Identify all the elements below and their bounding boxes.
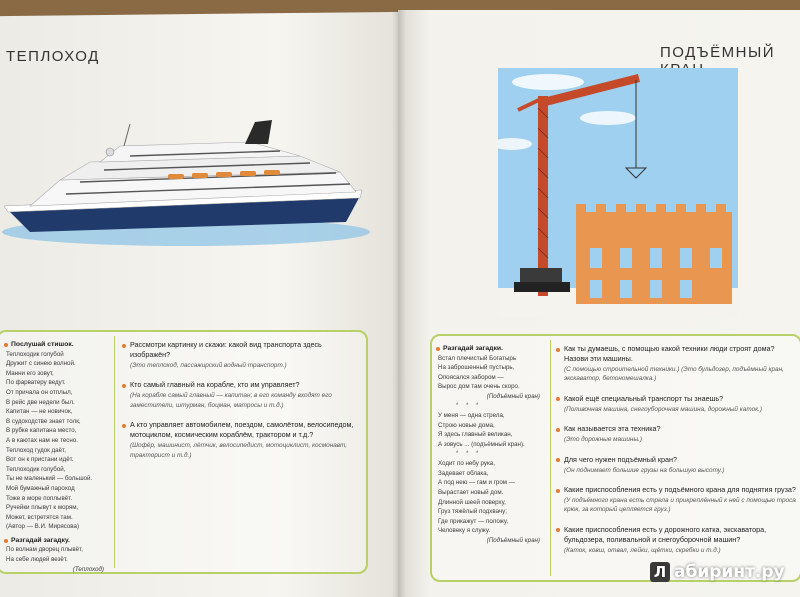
bullet-icon <box>556 428 560 432</box>
labirint-logo-icon: Л <box>650 562 670 582</box>
answer-hint: (Это теплоход, пассажирский водный транспорт.) <box>130 362 287 369</box>
riddle-line: Встал плечистый Богатырь <box>438 354 517 362</box>
question: Какие приспособления есть у подъёмного крана для поднятия груза? <box>556 485 796 495</box>
poem-line: Теплоходик голубой, <box>6 465 66 473</box>
riddle-line: Строю новые дома, <box>438 421 495 429</box>
page-title-ship: ТЕПЛОХОД <box>6 48 100 65</box>
poem-line: В рейс две недели был. <box>6 398 75 406</box>
bullet-icon <box>556 458 560 462</box>
bullet-icon <box>4 343 8 347</box>
ship-illustration <box>0 110 372 250</box>
answer-hint: (С помощью строительной техники.) (Это бульдозер, подъёмный кран, экскаватор, бетономешалка.) <box>564 366 784 383</box>
bullet-icon <box>122 344 126 348</box>
riddle-line: У меня — одна стрела, <box>438 412 505 420</box>
left-panel-divider <box>114 336 115 568</box>
answer-hint: (Он поднимает большие грузы на большую высоту.) <box>564 466 725 474</box>
bullet-icon <box>556 489 560 493</box>
poem-line: По фарватеру ведут. <box>6 379 66 387</box>
question: Какой ещё специальный транспорт ты знаешь? <box>556 394 796 404</box>
riddle-answer: (Подъёмный кран) <box>486 392 540 400</box>
poem-line: Капитан — не новичок, <box>6 408 73 416</box>
answer-hint: (Это дорожные машины.) <box>564 436 643 444</box>
poem-line: Вот он к пристани идёт. <box>6 456 74 464</box>
poem-line: Ты не маленький — большой. <box>6 475 93 483</box>
riddle-line: Задевает облака, <box>438 469 489 477</box>
question: Для чего нужен подъёмный кран? <box>556 455 796 465</box>
bullet-icon <box>4 539 8 543</box>
riddle-line: Где прикажут — положу, <box>438 517 509 525</box>
questions-column-right <box>556 344 796 565</box>
riddle-line: На заброшенный пустырь, <box>438 364 515 372</box>
riddle-line: Ходит по небу рука, <box>438 460 495 468</box>
riddle-line: А зовусь ... (подъёмный кран). <box>438 440 525 448</box>
watermark-text: абиринт.ру <box>674 562 785 582</box>
riddle-line: Вырастает новый дом. <box>438 488 504 496</box>
bullet-icon <box>556 528 560 532</box>
question: Рассмотри картинку и скажи: какой вид транспорта здесь изображён? <box>122 340 362 360</box>
poem-column <box>4 340 110 574</box>
riddle-line: Человеку я служу. <box>438 527 491 535</box>
poem-line: Теплоходик голубой <box>6 350 64 358</box>
riddles-column <box>436 344 546 545</box>
separator-stars: * * * <box>456 402 482 409</box>
riddle-line: Вырос дом там очень скоро. <box>438 383 520 391</box>
riddle-line: На себе людей везёт. <box>6 556 68 564</box>
riddle-answer: (Теплоход) <box>72 565 104 573</box>
book-spine <box>392 10 406 597</box>
bullet-icon <box>556 348 560 352</box>
crane-illustration <box>498 68 738 318</box>
question: А кто управляет автомобилем, поездом, самолётом, велосипедом, мотоциклом, космическим кораблём, трактором и т.д.? <box>122 420 362 440</box>
poem-line: А в каютах нам не тесно. <box>6 436 78 444</box>
riddle-line: Длинной шеей поверху, <box>438 498 506 506</box>
riddle-line: Груз тяжёлый подхвачу; <box>438 508 507 516</box>
riddle-line: Опоясался забором — <box>438 373 504 381</box>
poem-line: В судоходстве знает толк, <box>6 417 81 425</box>
riddle-line: А под нею — гам и гром — <box>438 479 515 487</box>
poem-heading: Послушай стишок. <box>4 340 110 350</box>
poem-line: Теплоход гудок даёт, <box>6 446 66 454</box>
riddles-heading: Разгадай загадки. <box>436 344 546 354</box>
bullet-icon <box>556 397 560 401</box>
page-title-crane: ПОДЪЁМНЫЙ <box>660 44 776 61</box>
poem-line: В рубке капитана место, <box>6 427 77 435</box>
poem-line: От причала он отплыл, <box>6 388 73 396</box>
bullet-icon <box>436 347 440 351</box>
answer-hint: (Каток, ковш, отвал, лейки, щётки, скребки и т.д.) <box>564 546 721 554</box>
bullet-icon <box>122 384 126 388</box>
answer-hint: (Шофёр, машинист, лётчик, велосипедист, мотоциклист, космонавт, тракторист и т.д.) <box>130 442 348 459</box>
riddle-line: Я здесь главный великан, <box>438 431 513 439</box>
question: Как называется эта техника? <box>556 424 796 434</box>
labirint-watermark <box>650 562 785 582</box>
poem-line: Может, встретятся там. <box>6 513 73 521</box>
poem-author: (Автор — В.И. Мирясова) <box>6 523 79 531</box>
separator-stars: * * * <box>456 450 482 457</box>
right-panel-divider <box>550 340 551 576</box>
bullet-icon <box>122 424 126 428</box>
answer-hint: (Поливочная машина, снегоуборочная машина, дорожный каток.) <box>564 405 763 413</box>
poem-line: Ручейки плывут к морям, <box>6 504 79 512</box>
question: Какие приспособления есть у дорожного катка, экскаватора, бульдозера, поливальной и снегоуборочной машин? <box>556 525 796 545</box>
poem-line: Дружит с синею волной. <box>6 360 76 368</box>
riddle-answer: (Подъёмный кран) <box>486 536 540 544</box>
riddle-line: По волнам дворец плывёт, <box>6 546 83 554</box>
questions-column-left <box>122 340 362 470</box>
poem-line: Манни его зовут, <box>6 369 54 377</box>
question: Кто самый главный на корабле, кто им управляет? <box>122 380 362 390</box>
poem-line: Тоже в море поплывёт. <box>6 494 73 502</box>
question: Как ты думаешь, с помощью какой техники люди строят дома? Назови эти машины. <box>556 344 796 364</box>
answer-hint: (На корабле самый главный — капитан; в его команду входят его заместители, штурман, боцман, матросы и т.д.) <box>130 392 332 409</box>
poem-line: Мой бумажный пароход <box>6 484 75 492</box>
answer-hint: (У подъёмного крана есть стрела и прикреплённый к ней с помощью троса крюк, за который цепляется груз.) <box>564 497 796 514</box>
riddle-heading: Разгадай загадку. <box>4 536 110 546</box>
